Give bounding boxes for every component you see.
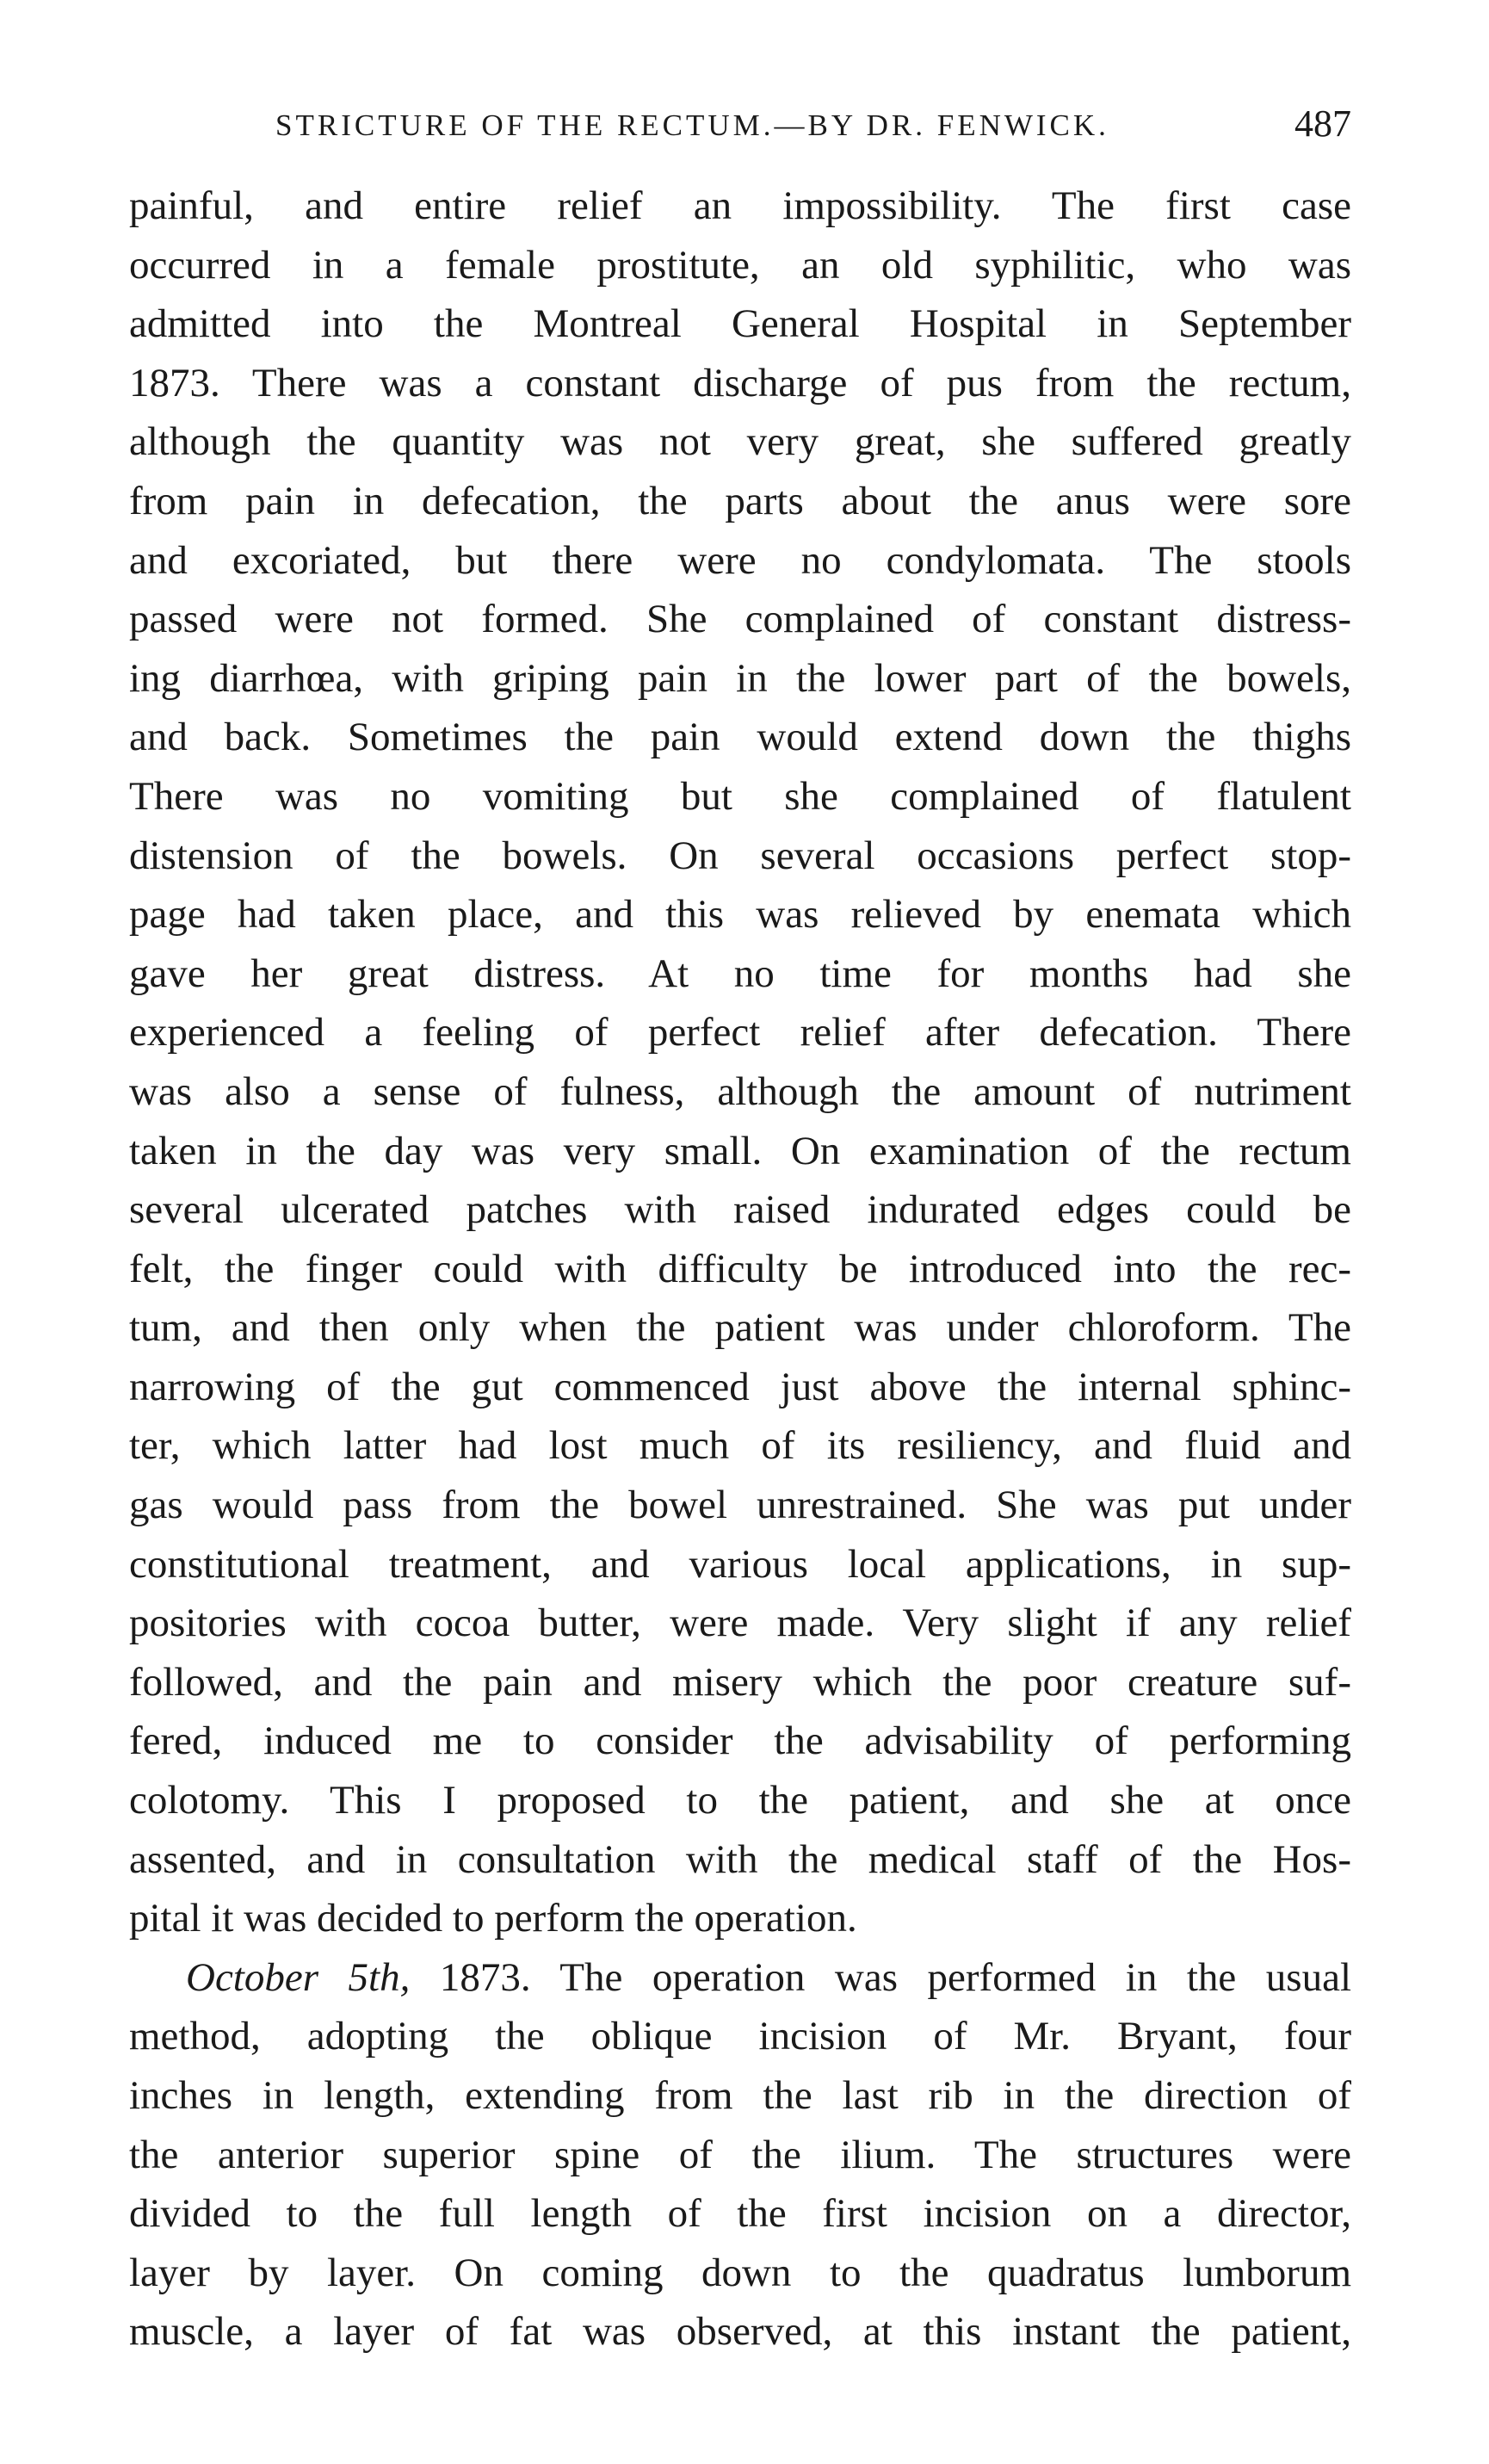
text-line: distension of the bowels. On several occasions perfect stop- — [129, 833, 1351, 878]
page-number: 487 — [1294, 102, 1351, 145]
text-line: and back. Sometimes the pain would extend down the thighs — [129, 715, 1351, 760]
text-line: and excoriated, but there were no condylomata. The stools — [129, 537, 1351, 583]
text-line: colotomy. This I proposed to the patient, and she at once — [129, 1778, 1351, 1823]
running-title: STRICTURE OF THE RECTUM.—BY DR. FENWICK. — [275, 108, 1109, 142]
text-line: constitutional treatment, and various local applications, in sup- — [129, 1541, 1351, 1587]
text-line: method, adopting the oblique incision of Mr. Bryant, four — [129, 2014, 1351, 2059]
text-line: from pain in defecation, the parts about the anus were sore — [129, 478, 1351, 523]
body-text — [129, 176, 1351, 2362]
text-line: experienced a feeling of perfect relief after defecation. There — [129, 1010, 1351, 1056]
text-line: felt, the finger could with difficulty be introduced into the rec- — [129, 1246, 1351, 1291]
text-line: layer by layer. On coming down to the quadratus lumborum — [129, 2250, 1351, 2295]
text-line: There was no vomiting but she complained of flatulent — [129, 773, 1351, 819]
text-line: admitted into the Montreal General Hospital in September — [129, 301, 1351, 347]
opening-line-rest: 1873. The operation was performed in the usual — [439, 1954, 1351, 2000]
text-line: ing diarrhœa, with griping pain in the lower part of the bowels, — [129, 655, 1351, 701]
text-line: pital it was decided to perform the operation. — [129, 1896, 857, 1941]
text-line: fered, induced me to consider the advisability of performing — [129, 1718, 1351, 1764]
text-line: passed were not formed. She complained of constant distress- — [129, 597, 1351, 642]
text-line: tum, and then only when the patient was under chloroform. The — [129, 1305, 1351, 1351]
text-line: muscle, a layer of fat was observed, at this instant the patient, — [129, 2309, 1351, 2355]
text-line: painful, and entire relief an impossibility. The first case — [129, 183, 1351, 228]
text-line: ter, which latter had lost much of its resiliency, and fluid and — [129, 1423, 1351, 1469]
text-line: divided to the full length of the first incision on a director, — [129, 2191, 1351, 2237]
text-line-opening — [129, 1948, 1351, 2008]
text-line: although the quantity was not very great, she suffered greatly — [129, 419, 1351, 465]
text-line: several ulcerated patches with raised indurated edges could be — [129, 1187, 1351, 1233]
date-month: October — [186, 1954, 319, 2000]
text-line: followed, and the pain and misery which the poor creature suf- — [129, 1659, 1351, 1705]
text-line: assented, and in consultation with the medical staff of the Hos- — [129, 1836, 1351, 1882]
text-line: narrowing of the gut commenced just above the internal sphinc- — [129, 1364, 1351, 1409]
date-day: 5th, — [348, 1954, 411, 2000]
text-line: page had taken place, and this was relieved by enemata which — [129, 892, 1351, 938]
text-line: positories with cocoa butter, were made. Very slight if any relief — [129, 1600, 1351, 1646]
text-line: inches in length, extending from the last rib in the direction of — [129, 2073, 1351, 2118]
text-line: gave her great distress. At no time for months had she — [129, 950, 1351, 996]
text-line: 1873. There was a constant discharge of pus from the rectum, — [129, 360, 1351, 406]
text-line: occurred in a female prostitute, an old syphilitic, who was — [129, 242, 1351, 288]
paragraph-1 — [129, 176, 1351, 1948]
paragraph-2 — [129, 1948, 1351, 2362]
running-header — [129, 102, 1351, 153]
text-line: was also a sense of fulness, although the amount of nutriment — [129, 1068, 1351, 1114]
text-line: gas would pass from the bowel unrestrained. She was put under — [129, 1483, 1351, 1528]
text-line: the anterior superior spine of the ilium. The structures were — [129, 2132, 1351, 2177]
text-line: taken in the day was very small. On examination of the rectum — [129, 1128, 1351, 1173]
